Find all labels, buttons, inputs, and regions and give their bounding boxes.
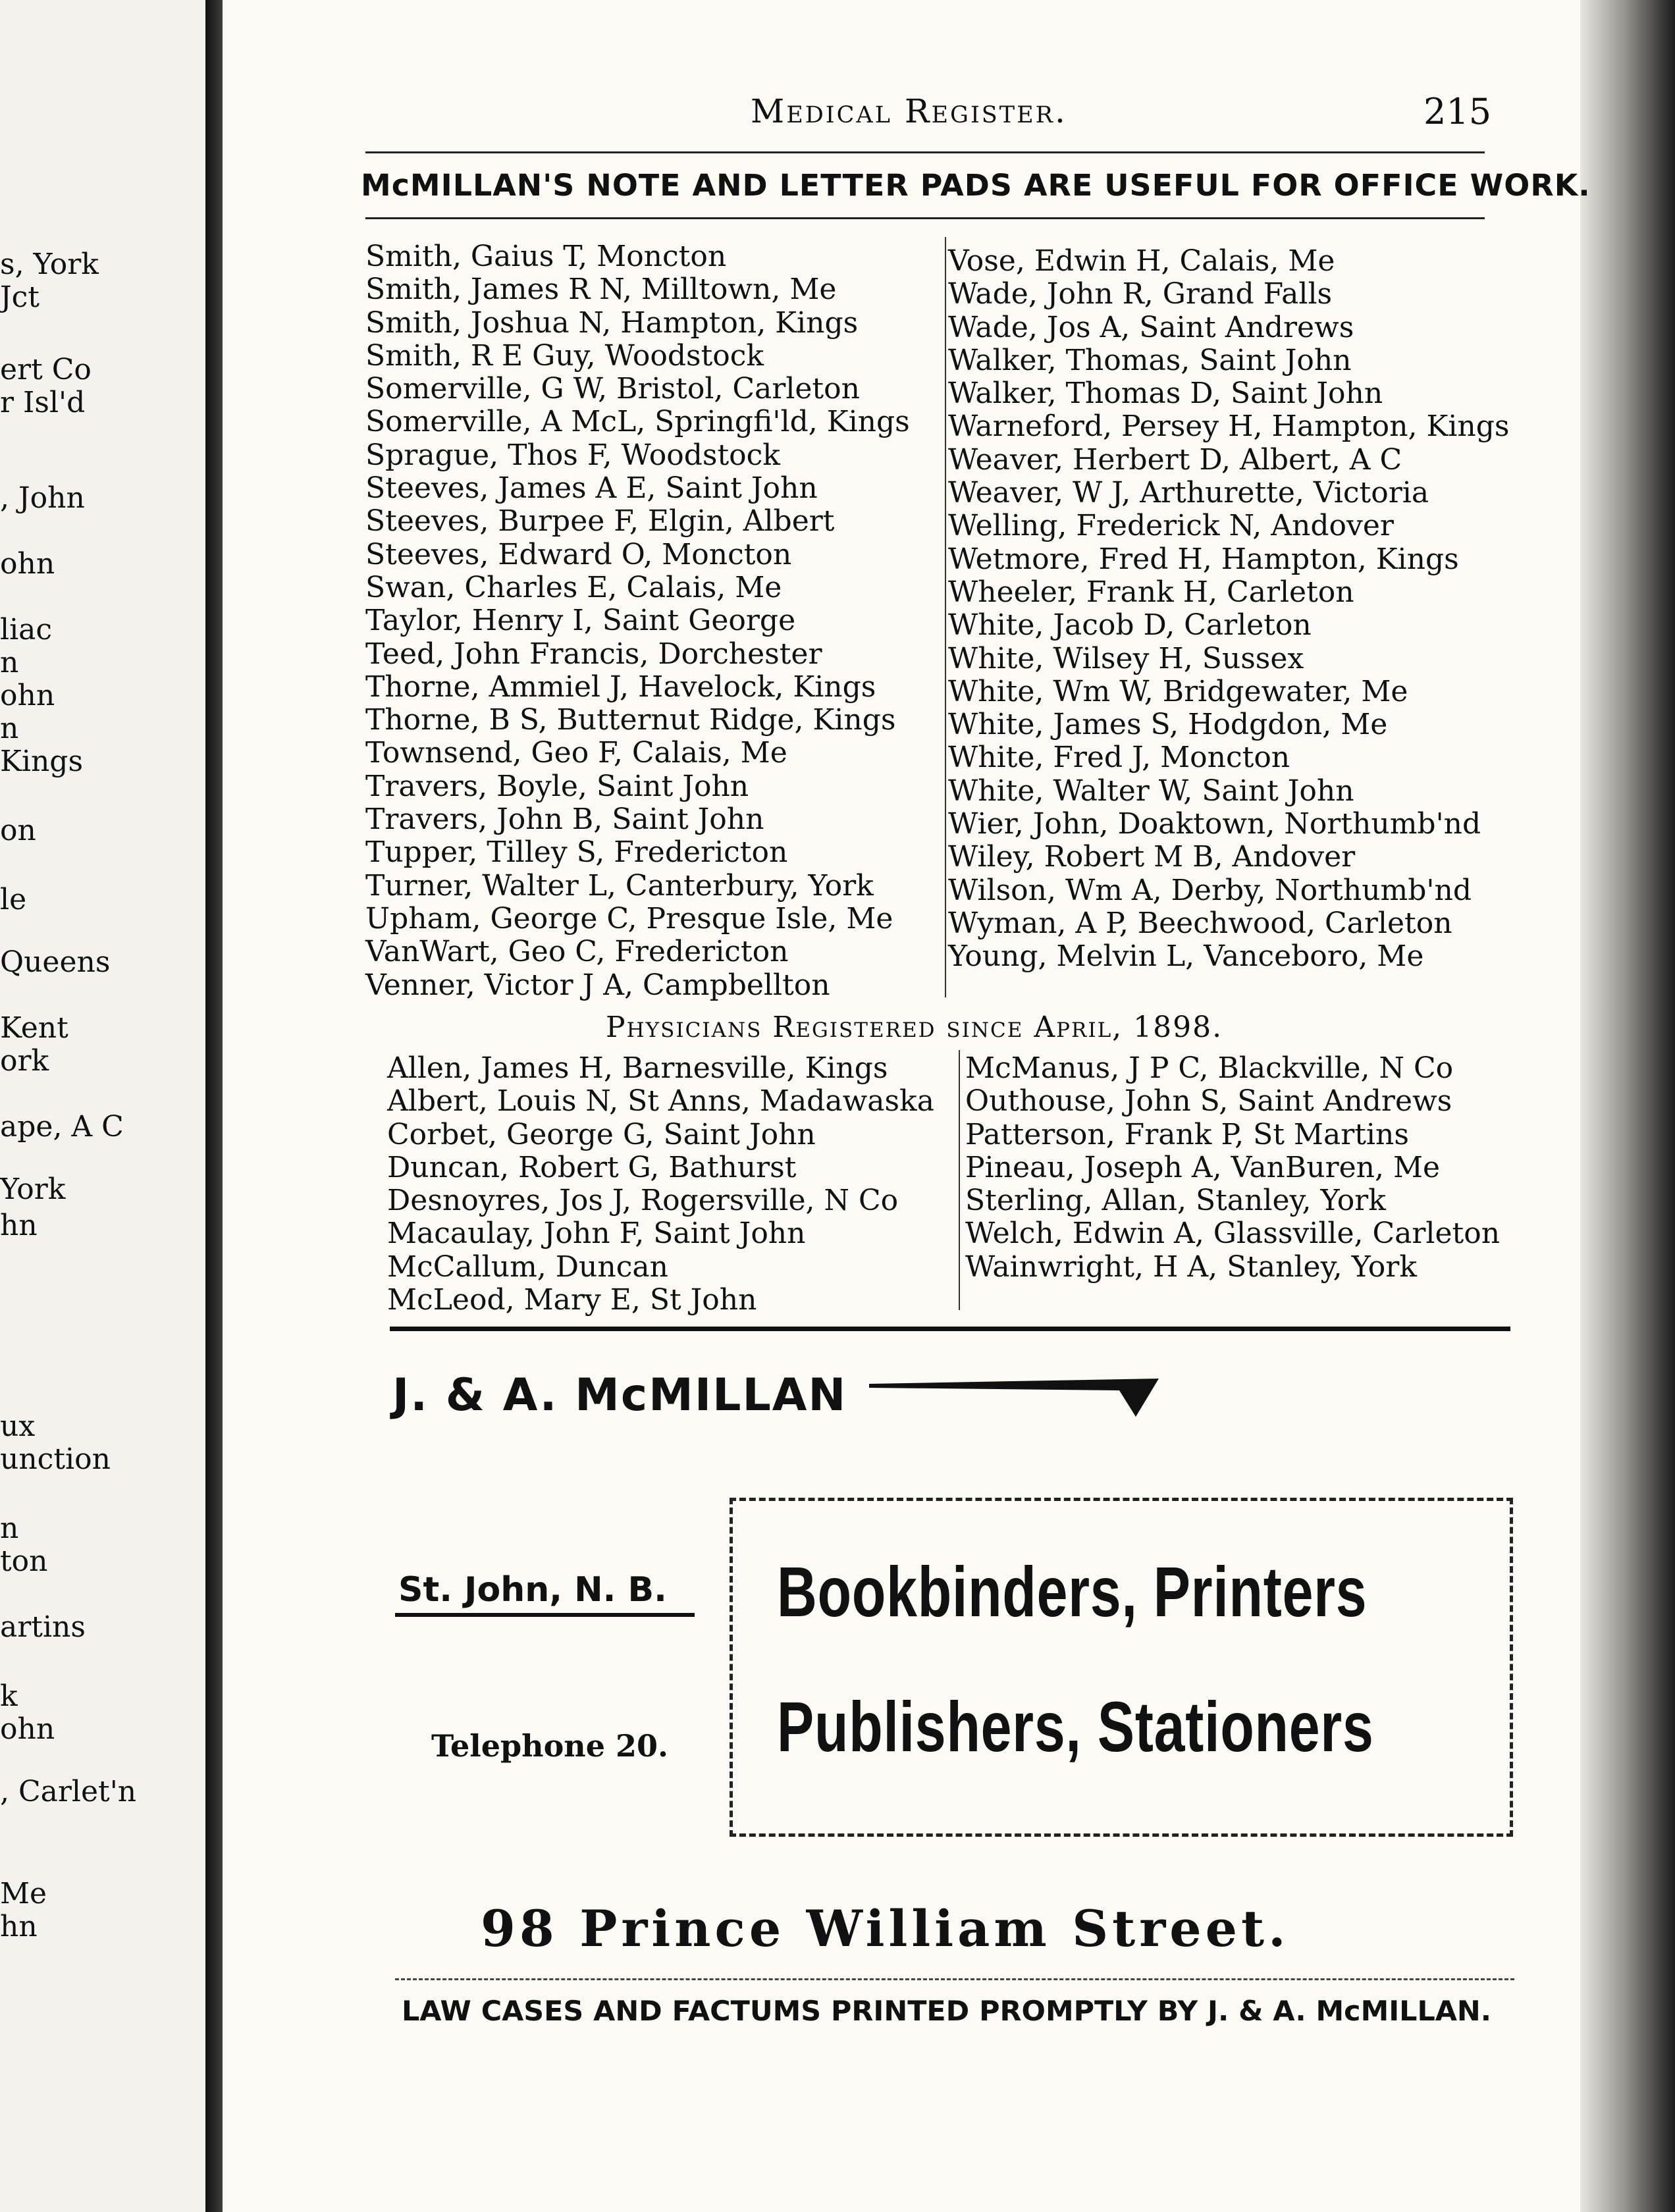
city-underline: [395, 1613, 695, 1617]
register-entry: Somerville, G W, Bristol, Carleton: [365, 372, 860, 406]
register-entry: Wade, John R, Grand Falls: [948, 277, 1333, 311]
footer-dashed-rule: [395, 1978, 1514, 1980]
advertiser-address: 98 Prince William Street.: [481, 1899, 1290, 1958]
register-entry: White, Wilsey H, Sussex: [948, 641, 1304, 675]
register-entry: Steeves, Burpee F, Elgin, Albert: [365, 504, 835, 539]
register-right-column: [948, 245, 1510, 974]
banner-rule: [365, 217, 1485, 219]
register-entry: Somerville, A McL, Springfi'ld, Kings: [365, 405, 910, 439]
facing-page-text-fragment: artins: [0, 1610, 86, 1644]
facing-page-text-fragment: le: [0, 883, 27, 916]
services-line-1: Bookbinders, Printers: [777, 1552, 1368, 1631]
register-entry: Wetmore, Fred H, Hampton, Kings: [948, 542, 1459, 576]
new-physicians-right-column: [965, 1052, 1500, 1284]
column-divider: [959, 1050, 960, 1310]
register-entry: Venner, Victor J A, Campbellton: [365, 968, 830, 1002]
register-entry: Wheeler, Frank H, Carleton: [948, 575, 1354, 609]
register-entry: White, Jacob D, Carleton: [948, 608, 1312, 643]
facing-page-text-fragment: ape, A C: [0, 1110, 124, 1144]
page-number: 215: [1423, 91, 1492, 132]
register-entry: Teed, John Francis, Dorchester: [365, 637, 822, 671]
register-entry: Wade, Jos A, Saint Andrews: [948, 310, 1354, 344]
running-head-title: Medical Register.: [751, 92, 1067, 130]
facing-page-text-fragment: ux: [0, 1409, 36, 1443]
physician-entry: Macaulay, John F, Saint John: [387, 1217, 806, 1251]
physician-entry: McManus, J P C, Blackville, N Co: [965, 1051, 1454, 1085]
register-entry: Smith, James R N, Milltown, Me: [365, 273, 837, 307]
header-rule: [365, 151, 1485, 153]
physician-entry: Patterson, Frank P, St Martins: [965, 1117, 1409, 1151]
physician-entry: Duncan, Robert G, Bathurst: [387, 1150, 797, 1184]
facing-page: [0, 0, 205, 2212]
facing-page-text-fragment: York: [0, 1172, 66, 1206]
page-edge-shadow: [1580, 0, 1675, 2212]
register-entry: Steeves, Edward O, Moncton: [365, 537, 792, 571]
facing-page-text-fragment: ert Co: [0, 353, 92, 386]
facing-page-text-fragment: on: [0, 814, 36, 847]
advertiser-telephone: Telephone 20.: [431, 1728, 669, 1764]
facing-page-text-fragment: , Carlet'n: [0, 1775, 137, 1808]
physician-entry: Albert, Louis N, St Anns, Madawaska: [387, 1084, 934, 1119]
physician-entry: McCallum, Duncan: [387, 1250, 668, 1284]
column-divider: [945, 237, 946, 997]
facing-page-text-fragment: , John: [0, 481, 85, 515]
facing-page-text-fragment: n: [0, 712, 19, 745]
register-entry: Travers, John B, Saint John: [365, 803, 764, 837]
register-entry: Young, Melvin L, Vanceboro, Me: [948, 939, 1424, 974]
register-entry: Sprague, Thos F, Woodstock: [365, 438, 780, 472]
register-entry: Upham, George C, Presque Isle, Me: [365, 901, 893, 935]
facing-page-text-fragment: r Isl'd: [0, 386, 86, 419]
facing-page-text-fragment: n: [0, 646, 19, 679]
register-entry: Walker, Thomas D, Saint John: [948, 377, 1383, 411]
register-entry: Warneford, Persey H, Hampton, Kings: [948, 409, 1510, 444]
flourish-ornament: [869, 1376, 1165, 1422]
register-entry: Smith, R E Guy, Woodstock: [365, 338, 764, 373]
facing-page-text-fragment: s, York: [0, 248, 99, 281]
register-entry: Tupper, Tilley S, Fredericton: [365, 835, 788, 870]
physician-entry: Welch, Edwin A, Glassville, Carleton: [965, 1217, 1501, 1251]
physician-entry: Wainwright, H A, Stanley, York: [965, 1250, 1417, 1284]
facing-page-text-fragment: ork: [0, 1044, 49, 1078]
facing-page-text-fragment: Queens: [0, 945, 111, 979]
facing-page-text-fragment: n: [0, 1512, 19, 1545]
facing-page-text-fragment: ton: [0, 1544, 48, 1578]
physician-entry: Sterling, Allan, Stanley, York: [965, 1184, 1386, 1218]
register-entry: Weaver, W J, Arthurette, Victoria: [948, 476, 1429, 510]
physicians-registered-heading: Physicians Registered since April, 1898.: [606, 1011, 1223, 1044]
register-entry: White, Fred J, Moncton: [948, 741, 1290, 775]
register-left-column: [365, 240, 910, 1002]
top-banner-advert: McMILLAN'S NOTE AND LETTER PADS ARE USEFUL FOR OFFICE WORK.: [361, 168, 1591, 203]
register-entry: White, Walter W, Saint John: [948, 774, 1354, 808]
register-entry: Travers, Boyle, Saint John: [365, 769, 749, 803]
advertiser-city: St. John, N. B.: [398, 1570, 667, 1610]
register-entry: Wier, John, Doaktown, Northumb'nd: [948, 807, 1481, 841]
facing-page-text-fragment: Kings: [0, 745, 84, 778]
facing-page-text-fragment: ohn: [0, 547, 55, 581]
facing-page-text-fragment: ohn: [0, 679, 55, 712]
register-entry: Welling, Frederick N, Andover: [948, 509, 1394, 543]
section-rule: [390, 1327, 1510, 1331]
new-physicians-left-column: [387, 1052, 934, 1317]
register-entry: Smith, Joshua N, Hampton, Kings: [365, 305, 859, 340]
facing-page-text-fragment: ohn: [0, 1712, 55, 1746]
register-entry: Weaver, Herbert D, Albert, A C: [948, 442, 1402, 477]
services-box: [730, 1498, 1513, 1837]
services-line-2: Publishers, Stationers: [777, 1687, 1374, 1766]
register-entry: VanWart, Geo C, Fredericton: [365, 935, 789, 969]
register-entry: Swan, Charles E, Calais, Me: [365, 570, 782, 604]
physician-entry: Outhouse, John S, Saint Andrews: [965, 1084, 1452, 1119]
facing-page-text-fragment: Me: [0, 1877, 47, 1910]
facing-page-text-fragment: Kent: [0, 1011, 68, 1045]
physician-entry: Allen, James H, Barnesville, Kings: [387, 1051, 888, 1085]
facing-page-text-fragment: liac: [0, 613, 53, 646]
facing-page-text-fragment: k: [0, 1679, 18, 1713]
register-entry: Taylor, Henry I, Saint George: [365, 604, 796, 638]
facing-page-text-fragment: Jct: [0, 280, 40, 314]
facing-page-text-fragment: hn: [0, 1209, 38, 1242]
register-entry: Thorne, Ammiel J, Havelock, Kings: [365, 670, 876, 704]
advertiser-name: J. & A. McMILLAN: [392, 1369, 847, 1421]
register-entry: White, James S, Hodgdon, Me: [948, 708, 1388, 742]
register-entry: Wyman, A P, Beechwood, Carleton: [948, 906, 1452, 940]
register-entry: Turner, Walter L, Canterbury, York: [365, 868, 874, 903]
register-entry: Wilson, Wm A, Derby, Northumb'nd: [948, 873, 1472, 907]
register-entry: Townsend, Geo F, Calais, Me: [365, 736, 787, 770]
physician-entry: Desnoyres, Jos J, Rogersville, N Co: [387, 1184, 899, 1218]
register-entry: Wiley, Robert M B, Andover: [948, 840, 1356, 874]
footer-advert: LAW CASES AND FACTUMS PRINTED PROMPTLY BY J. & A. McMILLAN.: [402, 1995, 1492, 2027]
register-entry: Steeves, James A E, Saint John: [365, 471, 818, 506]
register-entry: Vose, Edwin H, Calais, Me: [948, 244, 1335, 278]
register-entry: Thorne, B S, Butternut Ridge, Kings: [365, 703, 896, 737]
physician-entry: Corbet, George G, Saint John: [387, 1117, 816, 1151]
physician-entry: McLeod, Mary E, St John: [387, 1283, 757, 1317]
register-entry: Walker, Thomas, Saint John: [948, 343, 1352, 377]
facing-page-text-fragment: hn: [0, 1910, 38, 1943]
physician-entry: Pineau, Joseph A, VanBuren, Me: [965, 1150, 1441, 1184]
register-entry: Smith, Gaius T, Moncton: [365, 240, 727, 273]
facing-page-text-fragment: unction: [0, 1442, 111, 1476]
register-entry: White, Wm W, Bridgewater, Me: [948, 674, 1408, 708]
